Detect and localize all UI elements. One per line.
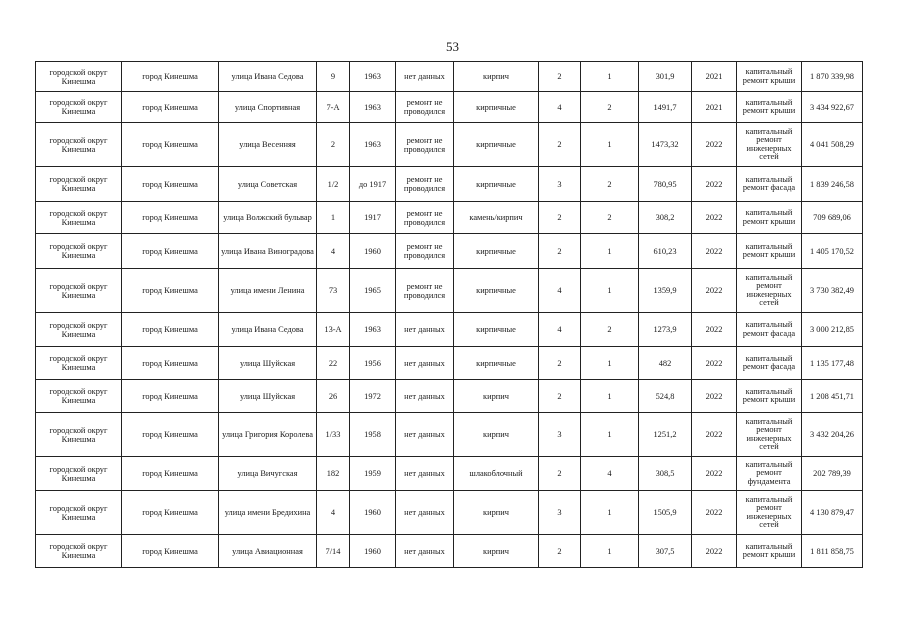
work-type-cell: капитальный ремонт крыши <box>737 202 802 234</box>
table-row <box>36 313 863 347</box>
entrances-cell: 1 <box>581 62 639 92</box>
build-year-cell: 1917 <box>350 202 396 234</box>
plan-year-cell: 2022 <box>692 202 737 234</box>
wall-material-cell: камень/кирпич <box>454 202 539 234</box>
build-year-cell: 1956 <box>350 347 396 380</box>
wall-material-cell: кирпичные <box>454 347 539 380</box>
house-number-cell: 26 <box>317 380 350 413</box>
entrances-cell: 1 <box>581 123 639 167</box>
area-cell: 1491,7 <box>639 92 692 123</box>
work-type-cell: капитальный ремонт крыши <box>737 380 802 413</box>
last-repair-cell: нет данных <box>396 413 454 457</box>
area-cell: 780,95 <box>639 167 692 202</box>
plan-year-cell: 2021 <box>692 92 737 123</box>
floors-cell: 3 <box>539 413 581 457</box>
wall-material-cell: кирпичные <box>454 123 539 167</box>
area-cell: 308,2 <box>639 202 692 234</box>
build-year-cell: 1963 <box>350 62 396 92</box>
table-row <box>36 234 863 269</box>
municipality-cell: городской округ Кинешма <box>36 313 122 347</box>
wall-material-cell: шлакоблочный <box>454 457 539 491</box>
page-number: 53 <box>446 39 459 54</box>
municipality-cell: городской округ Кинешма <box>36 62 122 92</box>
entrances-cell: 2 <box>581 202 639 234</box>
settlement-cell: город Кинешма <box>122 491 219 535</box>
wall-material-cell: кирпичные <box>454 269 539 313</box>
work-type-cell: капитальный ремонт крыши <box>737 62 802 92</box>
wall-material-cell: кирпич <box>454 413 539 457</box>
cost-cell: 709 689,06 <box>802 202 863 234</box>
area-cell: 1251,2 <box>639 413 692 457</box>
plan-year-cell: 2022 <box>692 123 737 167</box>
table-row <box>36 380 863 413</box>
municipality-cell: городской округ Кинешма <box>36 234 122 269</box>
settlement-cell: город Кинешма <box>122 457 219 491</box>
work-type-cell: капитальный ремонт фасада <box>737 347 802 380</box>
entrances-cell: 2 <box>581 313 639 347</box>
house-number-cell: 182 <box>317 457 350 491</box>
floors-cell: 2 <box>539 62 581 92</box>
entrances-cell: 1 <box>581 269 639 313</box>
work-type-cell: капитальный ремонт крыши <box>737 234 802 269</box>
settlement-cell: город Кинешма <box>122 234 219 269</box>
entrances-cell: 2 <box>581 167 639 202</box>
cost-cell: 3 730 382,49 <box>802 269 863 313</box>
street-cell: улица Ивана Седова <box>219 313 317 347</box>
settlement-cell: город Кинешма <box>122 535 219 568</box>
house-number-cell: 1/2 <box>317 167 350 202</box>
area-cell: 1273,9 <box>639 313 692 347</box>
build-year-cell: 1960 <box>350 234 396 269</box>
cost-cell: 1 839 246,58 <box>802 167 863 202</box>
floors-cell: 2 <box>539 457 581 491</box>
build-year-cell: 1963 <box>350 123 396 167</box>
area-cell: 308,5 <box>639 457 692 491</box>
last-repair-cell: ремонт не проводился <box>396 167 454 202</box>
table-row <box>36 269 863 313</box>
work-type-cell: капитальный ремонт инженерных сетей <box>737 413 802 457</box>
cost-cell: 3 432 204,26 <box>802 413 863 457</box>
municipality-cell: городской округ Кинешма <box>36 167 122 202</box>
wall-material-cell: кирпичные <box>454 167 539 202</box>
table-row <box>36 347 863 380</box>
entrances-cell: 1 <box>581 535 639 568</box>
street-cell: улица Вичугская <box>219 457 317 491</box>
floors-cell: 2 <box>539 347 581 380</box>
street-cell: улица Григория Королева <box>219 413 317 457</box>
build-year-cell: 1963 <box>350 92 396 123</box>
plan-year-cell: 2022 <box>692 167 737 202</box>
build-year-cell: до 1917 <box>350 167 396 202</box>
plan-year-cell: 2022 <box>692 535 737 568</box>
house-number-cell: 73 <box>317 269 350 313</box>
plan-year-cell: 2022 <box>692 457 737 491</box>
settlement-cell: город Кинешма <box>122 202 219 234</box>
street-cell: улица имени Ленина <box>219 269 317 313</box>
table-row <box>36 413 863 457</box>
entrances-cell: 1 <box>581 347 639 380</box>
municipality-cell: городской округ Кинешма <box>36 457 122 491</box>
municipality-cell: городской округ Кинешма <box>36 413 122 457</box>
municipality-cell: городской округ Кинешма <box>36 380 122 413</box>
work-type-cell: капитальный ремонт крыши <box>737 92 802 123</box>
build-year-cell: 1959 <box>350 457 396 491</box>
area-cell: 1359,9 <box>639 269 692 313</box>
settlement-cell: город Кинешма <box>122 62 219 92</box>
wall-material-cell: кирпич <box>454 380 539 413</box>
settlement-cell: город Кинешма <box>122 313 219 347</box>
house-number-cell: 4 <box>317 234 350 269</box>
entrances-cell: 1 <box>581 380 639 413</box>
entrances-cell: 1 <box>581 491 639 535</box>
last-repair-cell: ремонт не проводился <box>396 123 454 167</box>
house-number-cell: 1 <box>317 202 350 234</box>
last-repair-cell: ремонт не проводился <box>396 202 454 234</box>
work-type-cell: капитальный ремонт инженерных сетей <box>737 491 802 535</box>
settlement-cell: город Кинешма <box>122 380 219 413</box>
last-repair-cell: нет данных <box>396 491 454 535</box>
floors-cell: 4 <box>539 269 581 313</box>
table-row <box>36 457 863 491</box>
plan-year-cell: 2022 <box>692 491 737 535</box>
settlement-cell: город Кинешма <box>122 269 219 313</box>
work-type-cell: капитальный ремонт фасада <box>737 313 802 347</box>
plan-year-cell: 2022 <box>692 380 737 413</box>
plan-year-cell: 2022 <box>692 347 737 380</box>
house-number-cell: 7-А <box>317 92 350 123</box>
house-number-cell: 22 <box>317 347 350 380</box>
cost-cell: 1 135 177,48 <box>802 347 863 380</box>
floors-cell: 2 <box>539 123 581 167</box>
street-cell: улица Спортивная <box>219 92 317 123</box>
cost-cell: 4 130 879,47 <box>802 491 863 535</box>
wall-material-cell: кирпичные <box>454 234 539 269</box>
table-row <box>36 62 863 92</box>
cost-cell: 4 041 508,29 <box>802 123 863 167</box>
settlement-cell: город Кинешма <box>122 347 219 380</box>
area-cell: 1473,32 <box>639 123 692 167</box>
wall-material-cell: кирпич <box>454 62 539 92</box>
build-year-cell: 1965 <box>350 269 396 313</box>
wall-material-cell: кирпич <box>454 491 539 535</box>
area-cell: 524,8 <box>639 380 692 413</box>
table-row <box>36 167 863 202</box>
house-number-cell: 13-А <box>317 313 350 347</box>
build-year-cell: 1960 <box>350 535 396 568</box>
cost-cell: 202 789,39 <box>802 457 863 491</box>
settlement-cell: город Кинешма <box>122 167 219 202</box>
settlement-cell: город Кинешма <box>122 413 219 457</box>
last-repair-cell: нет данных <box>396 313 454 347</box>
last-repair-cell: ремонт не проводился <box>396 269 454 313</box>
house-number-cell: 4 <box>317 491 350 535</box>
last-repair-cell: нет данных <box>396 457 454 491</box>
floors-cell: 4 <box>539 313 581 347</box>
house-number-cell: 9 <box>317 62 350 92</box>
cost-cell: 1 208 451,71 <box>802 380 863 413</box>
cost-cell: 1 405 170,52 <box>802 234 863 269</box>
wall-material-cell: кирпичные <box>454 92 539 123</box>
work-type-cell: капитальный ремонт фундамента <box>737 457 802 491</box>
municipality-cell: городской округ Кинешма <box>36 491 122 535</box>
table-body <box>36 62 863 568</box>
entrances-cell: 4 <box>581 457 639 491</box>
floors-cell: 3 <box>539 167 581 202</box>
municipality-cell: городской округ Кинешма <box>36 202 122 234</box>
street-cell: улица Ивана Виноградова <box>219 234 317 269</box>
street-cell: улица Волжский бульвар <box>219 202 317 234</box>
last-repair-cell: нет данных <box>396 380 454 413</box>
table-row <box>36 491 863 535</box>
build-year-cell: 1958 <box>350 413 396 457</box>
street-cell: улица Авиационная <box>219 535 317 568</box>
area-cell: 482 <box>639 347 692 380</box>
housing-repair-table <box>35 61 863 568</box>
floors-cell: 4 <box>539 92 581 123</box>
municipality-cell: городской округ Кинешма <box>36 92 122 123</box>
cost-cell: 3 434 922,67 <box>802 92 863 123</box>
street-cell: улица Советская <box>219 167 317 202</box>
entrances-cell: 1 <box>581 413 639 457</box>
last-repair-cell: ремонт не проводился <box>396 92 454 123</box>
table-row <box>36 535 863 568</box>
area-cell: 307,5 <box>639 535 692 568</box>
plan-year-cell: 2022 <box>692 269 737 313</box>
street-cell: улица Шуйская <box>219 380 317 413</box>
cost-cell: 1 811 858,75 <box>802 535 863 568</box>
settlement-cell: город Кинешма <box>122 92 219 123</box>
floors-cell: 3 <box>539 491 581 535</box>
plan-year-cell: 2022 <box>692 234 737 269</box>
area-cell: 301,9 <box>639 62 692 92</box>
street-cell: улица имени Бредихина <box>219 491 317 535</box>
floors-cell: 2 <box>539 380 581 413</box>
last-repair-cell: ремонт не проводился <box>396 234 454 269</box>
floors-cell: 2 <box>539 234 581 269</box>
work-type-cell: капитальный ремонт крыши <box>737 535 802 568</box>
municipality-cell: городской округ Кинешма <box>36 535 122 568</box>
cost-cell: 1 870 339,98 <box>802 62 863 92</box>
municipality-cell: городской округ Кинешма <box>36 347 122 380</box>
table-row <box>36 123 863 167</box>
build-year-cell: 1963 <box>350 313 396 347</box>
floors-cell: 2 <box>539 202 581 234</box>
street-cell: улица Ивана Седова <box>219 62 317 92</box>
house-number-cell: 1/33 <box>317 413 350 457</box>
area-cell: 1505,9 <box>639 491 692 535</box>
municipality-cell: городской округ Кинешма <box>36 269 122 313</box>
work-type-cell: капитальный ремонт инженерных сетей <box>737 123 802 167</box>
table-row <box>36 202 863 234</box>
last-repair-cell: нет данных <box>396 62 454 92</box>
municipality-cell: городской округ Кинешма <box>36 123 122 167</box>
work-type-cell: капитальный ремонт инженерных сетей <box>737 269 802 313</box>
entrances-cell: 2 <box>581 92 639 123</box>
last-repair-cell: нет данных <box>396 347 454 380</box>
house-number-cell: 7/14 <box>317 535 350 568</box>
settlement-cell: город Кинешма <box>122 123 219 167</box>
house-number-cell: 2 <box>317 123 350 167</box>
plan-year-cell: 2022 <box>692 413 737 457</box>
street-cell: улица Шуйская <box>219 347 317 380</box>
cost-cell: 3 000 212,85 <box>802 313 863 347</box>
entrances-cell: 1 <box>581 234 639 269</box>
plan-year-cell: 2022 <box>692 313 737 347</box>
plan-year-cell: 2021 <box>692 62 737 92</box>
work-type-cell: капитальный ремонт фасада <box>737 167 802 202</box>
floors-cell: 2 <box>539 535 581 568</box>
wall-material-cell: кирпич <box>454 535 539 568</box>
wall-material-cell: кирпичные <box>454 313 539 347</box>
build-year-cell: 1972 <box>350 380 396 413</box>
last-repair-cell: нет данных <box>396 535 454 568</box>
area-cell: 610,23 <box>639 234 692 269</box>
street-cell: улица Весенняя <box>219 123 317 167</box>
table-row <box>36 92 863 123</box>
build-year-cell: 1960 <box>350 491 396 535</box>
